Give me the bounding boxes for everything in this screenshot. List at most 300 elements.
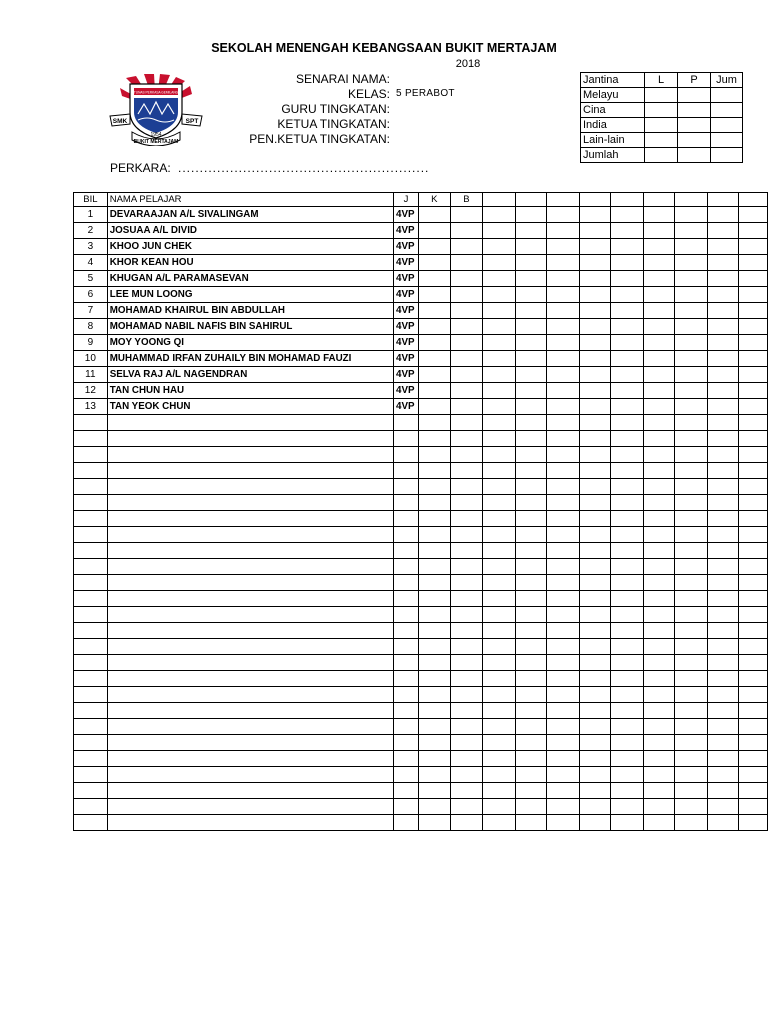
mark-cell[interactable] [643, 319, 675, 335]
mark-cell[interactable] [418, 735, 450, 751]
mark-cell[interactable] [643, 799, 675, 815]
mark-cell[interactable] [547, 399, 580, 415]
mark-cell[interactable] [515, 367, 547, 383]
mark-cell[interactable] [611, 415, 644, 431]
summary-cell[interactable] [645, 103, 678, 118]
mark-cell[interactable] [707, 623, 739, 639]
mark-cell[interactable] [611, 335, 644, 351]
mark-cell[interactable] [675, 431, 708, 447]
mark-cell[interactable] [450, 799, 483, 815]
mark-cell[interactable] [675, 559, 708, 575]
mark-cell[interactable] [643, 687, 675, 703]
mark-cell[interactable] [675, 751, 708, 767]
mark-cell[interactable] [643, 511, 675, 527]
mark-cell[interactable] [450, 527, 483, 543]
mark-cell[interactable] [675, 799, 708, 815]
summary-cell[interactable] [678, 118, 711, 133]
mark-cell[interactable] [418, 207, 450, 223]
mark-cell[interactable] [675, 383, 708, 399]
summary-cell[interactable] [678, 88, 711, 103]
mark-cell[interactable] [450, 575, 483, 591]
mark-cell[interactable] [450, 495, 483, 511]
mark-cell[interactable] [483, 655, 516, 671]
mark-cell[interactable] [739, 735, 768, 751]
mark-cell[interactable] [418, 335, 450, 351]
mark-cell[interactable] [547, 415, 580, 431]
mark-cell[interactable] [707, 463, 739, 479]
mark-cell[interactable] [739, 479, 768, 495]
mark-cell[interactable] [418, 495, 450, 511]
mark-cell[interactable] [579, 383, 611, 399]
mark-cell[interactable] [643, 223, 675, 239]
mark-cell[interactable] [739, 383, 768, 399]
mark-cell[interactable] [675, 655, 708, 671]
mark-cell[interactable] [707, 287, 739, 303]
mark-cell[interactable] [579, 495, 611, 511]
mark-cell[interactable] [450, 415, 483, 431]
mark-cell[interactable] [450, 319, 483, 335]
mark-cell[interactable] [611, 655, 644, 671]
mark-cell[interactable] [547, 687, 580, 703]
mark-cell[interactable] [418, 415, 450, 431]
mark-cell[interactable] [483, 799, 516, 815]
mark-cell[interactable] [579, 623, 611, 639]
mark-cell[interactable] [483, 815, 516, 831]
mark-cell[interactable] [547, 367, 580, 383]
mark-cell[interactable] [707, 815, 739, 831]
mark-cell[interactable] [643, 703, 675, 719]
mark-cell[interactable] [643, 559, 675, 575]
mark-cell[interactable] [483, 751, 516, 767]
mark-cell[interactable] [418, 719, 450, 735]
mark-cell[interactable] [739, 703, 768, 719]
mark-cell[interactable] [547, 383, 580, 399]
mark-cell[interactable] [643, 303, 675, 319]
mark-cell[interactable] [739, 495, 768, 511]
mark-cell[interactable] [483, 735, 516, 751]
mark-cell[interactable] [515, 415, 547, 431]
mark-cell[interactable] [611, 271, 644, 287]
mark-cell[interactable] [739, 431, 768, 447]
mark-cell[interactable] [643, 367, 675, 383]
mark-cell[interactable] [739, 271, 768, 287]
mark-cell[interactable] [675, 447, 708, 463]
mark-cell[interactable] [611, 447, 644, 463]
mark-cell[interactable] [611, 527, 644, 543]
mark-cell[interactable] [611, 239, 644, 255]
mark-cell[interactable] [579, 287, 611, 303]
mark-cell[interactable] [547, 319, 580, 335]
mark-cell[interactable] [611, 687, 644, 703]
mark-cell[interactable] [579, 767, 611, 783]
mark-cell[interactable] [739, 303, 768, 319]
mark-cell[interactable] [739, 447, 768, 463]
mark-cell[interactable] [579, 703, 611, 719]
mark-cell[interactable] [675, 271, 708, 287]
mark-cell[interactable] [579, 447, 611, 463]
mark-cell[interactable] [418, 447, 450, 463]
mark-cell[interactable] [675, 591, 708, 607]
mark-cell[interactable] [515, 783, 547, 799]
mark-cell[interactable] [611, 367, 644, 383]
mark-cell[interactable] [643, 383, 675, 399]
mark-cell[interactable] [707, 607, 739, 623]
mark-cell[interactable] [675, 527, 708, 543]
mark-cell[interactable] [675, 719, 708, 735]
mark-cell[interactable] [547, 591, 580, 607]
mark-cell[interactable] [515, 431, 547, 447]
mark-cell[interactable] [643, 287, 675, 303]
mark-cell[interactable] [450, 383, 483, 399]
mark-cell[interactable] [643, 543, 675, 559]
mark-cell[interactable] [418, 543, 450, 559]
mark-cell[interactable] [675, 479, 708, 495]
mark-cell[interactable] [611, 319, 644, 335]
mark-cell[interactable] [547, 655, 580, 671]
mark-cell[interactable] [707, 495, 739, 511]
mark-cell[interactable] [707, 239, 739, 255]
mark-cell[interactable] [611, 351, 644, 367]
mark-cell[interactable] [707, 335, 739, 351]
mark-cell[interactable] [547, 527, 580, 543]
mark-cell[interactable] [739, 319, 768, 335]
mark-cell[interactable] [515, 671, 547, 687]
mark-cell[interactable] [418, 799, 450, 815]
mark-cell[interactable] [418, 511, 450, 527]
mark-cell[interactable] [418, 303, 450, 319]
mark-cell[interactable] [418, 239, 450, 255]
summary-cell[interactable] [645, 118, 678, 133]
mark-cell[interactable] [450, 271, 483, 287]
mark-cell[interactable] [450, 255, 483, 271]
mark-cell[interactable] [483, 367, 516, 383]
mark-cell[interactable] [579, 463, 611, 479]
mark-cell[interactable] [707, 415, 739, 431]
mark-cell[interactable] [707, 399, 739, 415]
mark-cell[interactable] [418, 431, 450, 447]
mark-cell[interactable] [579, 687, 611, 703]
mark-cell[interactable] [739, 815, 768, 831]
mark-cell[interactable] [515, 239, 547, 255]
mark-cell[interactable] [418, 767, 450, 783]
mark-cell[interactable] [547, 703, 580, 719]
mark-cell[interactable] [450, 303, 483, 319]
mark-cell[interactable] [675, 767, 708, 783]
mark-cell[interactable] [483, 223, 516, 239]
mark-cell[interactable] [418, 463, 450, 479]
mark-cell[interactable] [418, 319, 450, 335]
mark-cell[interactable] [707, 703, 739, 719]
summary-cell[interactable] [645, 88, 678, 103]
mark-cell[interactable] [579, 511, 611, 527]
mark-cell[interactable] [611, 303, 644, 319]
mark-cell[interactable] [547, 239, 580, 255]
mark-cell[interactable] [450, 239, 483, 255]
mark-cell[interactable] [515, 287, 547, 303]
mark-cell[interactable] [579, 271, 611, 287]
mark-cell[interactable] [450, 719, 483, 735]
summary-cell[interactable] [711, 88, 743, 103]
mark-cell[interactable] [547, 783, 580, 799]
mark-cell[interactable] [450, 207, 483, 223]
mark-cell[interactable] [739, 607, 768, 623]
mark-cell[interactable] [739, 239, 768, 255]
mark-cell[interactable] [418, 751, 450, 767]
mark-cell[interactable] [707, 767, 739, 783]
mark-cell[interactable] [515, 767, 547, 783]
mark-cell[interactable] [547, 623, 580, 639]
mark-cell[interactable] [643, 591, 675, 607]
mark-cell[interactable] [579, 431, 611, 447]
mark-cell[interactable] [547, 639, 580, 655]
mark-cell[interactable] [739, 591, 768, 607]
mark-cell[interactable] [450, 447, 483, 463]
mark-cell[interactable] [483, 207, 516, 223]
mark-cell[interactable] [707, 783, 739, 799]
summary-cell[interactable] [678, 103, 711, 118]
mark-cell[interactable] [418, 703, 450, 719]
mark-cell[interactable] [739, 351, 768, 367]
mark-cell[interactable] [547, 223, 580, 239]
mark-cell[interactable] [675, 783, 708, 799]
mark-cell[interactable] [515, 335, 547, 351]
mark-cell[interactable] [450, 703, 483, 719]
mark-cell[interactable] [483, 559, 516, 575]
mark-cell[interactable] [643, 575, 675, 591]
mark-cell[interactable] [707, 431, 739, 447]
mark-cell[interactable] [515, 479, 547, 495]
mark-cell[interactable] [547, 335, 580, 351]
mark-cell[interactable] [483, 255, 516, 271]
mark-cell[interactable] [611, 431, 644, 447]
mark-cell[interactable] [547, 543, 580, 559]
mark-cell[interactable] [483, 703, 516, 719]
mark-cell[interactable] [515, 399, 547, 415]
mark-cell[interactable] [547, 511, 580, 527]
mark-cell[interactable] [643, 255, 675, 271]
mark-cell[interactable] [515, 319, 547, 335]
mark-cell[interactable] [579, 591, 611, 607]
mark-cell[interactable] [643, 463, 675, 479]
mark-cell[interactable] [643, 479, 675, 495]
mark-cell[interactable] [707, 735, 739, 751]
mark-cell[interactable] [579, 399, 611, 415]
mark-cell[interactable] [547, 767, 580, 783]
mark-cell[interactable] [547, 607, 580, 623]
mark-cell[interactable] [450, 335, 483, 351]
mark-cell[interactable] [739, 287, 768, 303]
mark-cell[interactable] [483, 463, 516, 479]
mark-cell[interactable] [483, 639, 516, 655]
mark-cell[interactable] [739, 463, 768, 479]
mark-cell[interactable] [579, 351, 611, 367]
mark-cell[interactable] [739, 527, 768, 543]
summary-cell[interactable] [645, 148, 678, 163]
mark-cell[interactable] [579, 319, 611, 335]
mark-cell[interactable] [450, 399, 483, 415]
mark-cell[interactable] [611, 495, 644, 511]
mark-cell[interactable] [611, 815, 644, 831]
mark-cell[interactable] [643, 607, 675, 623]
mark-cell[interactable] [547, 287, 580, 303]
mark-cell[interactable] [515, 559, 547, 575]
mark-cell[interactable] [675, 415, 708, 431]
mark-cell[interactable] [579, 607, 611, 623]
mark-cell[interactable] [611, 255, 644, 271]
mark-cell[interactable] [643, 351, 675, 367]
mark-cell[interactable] [483, 415, 516, 431]
mark-cell[interactable] [739, 623, 768, 639]
mark-cell[interactable] [611, 671, 644, 687]
mark-cell[interactable] [579, 303, 611, 319]
mark-cell[interactable] [483, 511, 516, 527]
mark-cell[interactable] [450, 223, 483, 239]
mark-cell[interactable] [643, 623, 675, 639]
mark-cell[interactable] [579, 239, 611, 255]
mark-cell[interactable] [707, 687, 739, 703]
mark-cell[interactable] [579, 479, 611, 495]
mark-cell[interactable] [579, 799, 611, 815]
mark-cell[interactable] [643, 431, 675, 447]
mark-cell[interactable] [675, 303, 708, 319]
mark-cell[interactable] [418, 575, 450, 591]
mark-cell[interactable] [515, 655, 547, 671]
mark-cell[interactable] [675, 607, 708, 623]
mark-cell[interactable] [739, 543, 768, 559]
mark-cell[interactable] [707, 319, 739, 335]
mark-cell[interactable] [739, 511, 768, 527]
mark-cell[interactable] [579, 735, 611, 751]
summary-cell[interactable] [711, 133, 743, 148]
mark-cell[interactable] [483, 783, 516, 799]
mark-cell[interactable] [418, 815, 450, 831]
mark-cell[interactable] [579, 207, 611, 223]
mark-cell[interactable] [611, 703, 644, 719]
mark-cell[interactable] [515, 207, 547, 223]
mark-cell[interactable] [483, 271, 516, 287]
mark-cell[interactable] [515, 463, 547, 479]
mark-cell[interactable] [643, 655, 675, 671]
mark-cell[interactable] [547, 351, 580, 367]
mark-cell[interactable] [643, 207, 675, 223]
mark-cell[interactable] [547, 671, 580, 687]
mark-cell[interactable] [739, 559, 768, 575]
mark-cell[interactable] [450, 479, 483, 495]
mark-cell[interactable] [611, 751, 644, 767]
mark-cell[interactable] [675, 239, 708, 255]
mark-cell[interactable] [643, 767, 675, 783]
mark-cell[interactable] [515, 351, 547, 367]
mark-cell[interactable] [643, 271, 675, 287]
mark-cell[interactable] [483, 383, 516, 399]
mark-cell[interactable] [707, 575, 739, 591]
summary-cell[interactable] [678, 148, 711, 163]
mark-cell[interactable] [675, 735, 708, 751]
mark-cell[interactable] [515, 495, 547, 511]
summary-cell[interactable] [711, 118, 743, 133]
mark-cell[interactable] [483, 303, 516, 319]
mark-cell[interactable] [611, 287, 644, 303]
mark-cell[interactable] [418, 287, 450, 303]
mark-cell[interactable] [547, 271, 580, 287]
mark-cell[interactable] [483, 607, 516, 623]
mark-cell[interactable] [450, 463, 483, 479]
mark-cell[interactable] [707, 799, 739, 815]
mark-cell[interactable] [707, 223, 739, 239]
mark-cell[interactable] [707, 591, 739, 607]
mark-cell[interactable] [611, 543, 644, 559]
mark-cell[interactable] [739, 575, 768, 591]
mark-cell[interactable] [739, 671, 768, 687]
mark-cell[interactable] [643, 783, 675, 799]
mark-cell[interactable] [547, 751, 580, 767]
mark-cell[interactable] [611, 783, 644, 799]
mark-cell[interactable] [450, 367, 483, 383]
mark-cell[interactable] [643, 495, 675, 511]
mark-cell[interactable] [483, 431, 516, 447]
mark-cell[interactable] [707, 303, 739, 319]
mark-cell[interactable] [643, 399, 675, 415]
mark-cell[interactable] [515, 223, 547, 239]
mark-cell[interactable] [675, 319, 708, 335]
mark-cell[interactable] [643, 751, 675, 767]
mark-cell[interactable] [611, 735, 644, 751]
mark-cell[interactable] [675, 335, 708, 351]
mark-cell[interactable] [675, 511, 708, 527]
mark-cell[interactable] [611, 639, 644, 655]
mark-cell[interactable] [579, 543, 611, 559]
mark-cell[interactable] [418, 527, 450, 543]
mark-cell[interactable] [418, 367, 450, 383]
mark-cell[interactable] [707, 543, 739, 559]
mark-cell[interactable] [643, 735, 675, 751]
mark-cell[interactable] [450, 287, 483, 303]
mark-cell[interactable] [450, 655, 483, 671]
mark-cell[interactable] [483, 319, 516, 335]
mark-cell[interactable] [739, 719, 768, 735]
mark-cell[interactable] [707, 447, 739, 463]
mark-cell[interactable] [515, 607, 547, 623]
mark-cell[interactable] [611, 607, 644, 623]
mark-cell[interactable] [675, 575, 708, 591]
mark-cell[interactable] [450, 591, 483, 607]
mark-cell[interactable] [739, 639, 768, 655]
mark-cell[interactable] [450, 607, 483, 623]
mark-cell[interactable] [450, 351, 483, 367]
mark-cell[interactable] [418, 271, 450, 287]
mark-cell[interactable] [675, 815, 708, 831]
mark-cell[interactable] [418, 623, 450, 639]
mark-cell[interactable] [450, 543, 483, 559]
mark-cell[interactable] [611, 719, 644, 735]
mark-cell[interactable] [707, 639, 739, 655]
mark-cell[interactable] [547, 255, 580, 271]
mark-cell[interactable] [483, 767, 516, 783]
mark-cell[interactable] [675, 639, 708, 655]
mark-cell[interactable] [418, 687, 450, 703]
mark-cell[interactable] [515, 703, 547, 719]
mark-cell[interactable] [579, 783, 611, 799]
mark-cell[interactable] [611, 207, 644, 223]
mark-cell[interactable] [579, 415, 611, 431]
mark-cell[interactable] [547, 303, 580, 319]
mark-cell[interactable] [707, 479, 739, 495]
mark-cell[interactable] [707, 271, 739, 287]
mark-cell[interactable] [483, 527, 516, 543]
mark-cell[interactable] [418, 655, 450, 671]
mark-cell[interactable] [611, 399, 644, 415]
mark-cell[interactable] [675, 687, 708, 703]
